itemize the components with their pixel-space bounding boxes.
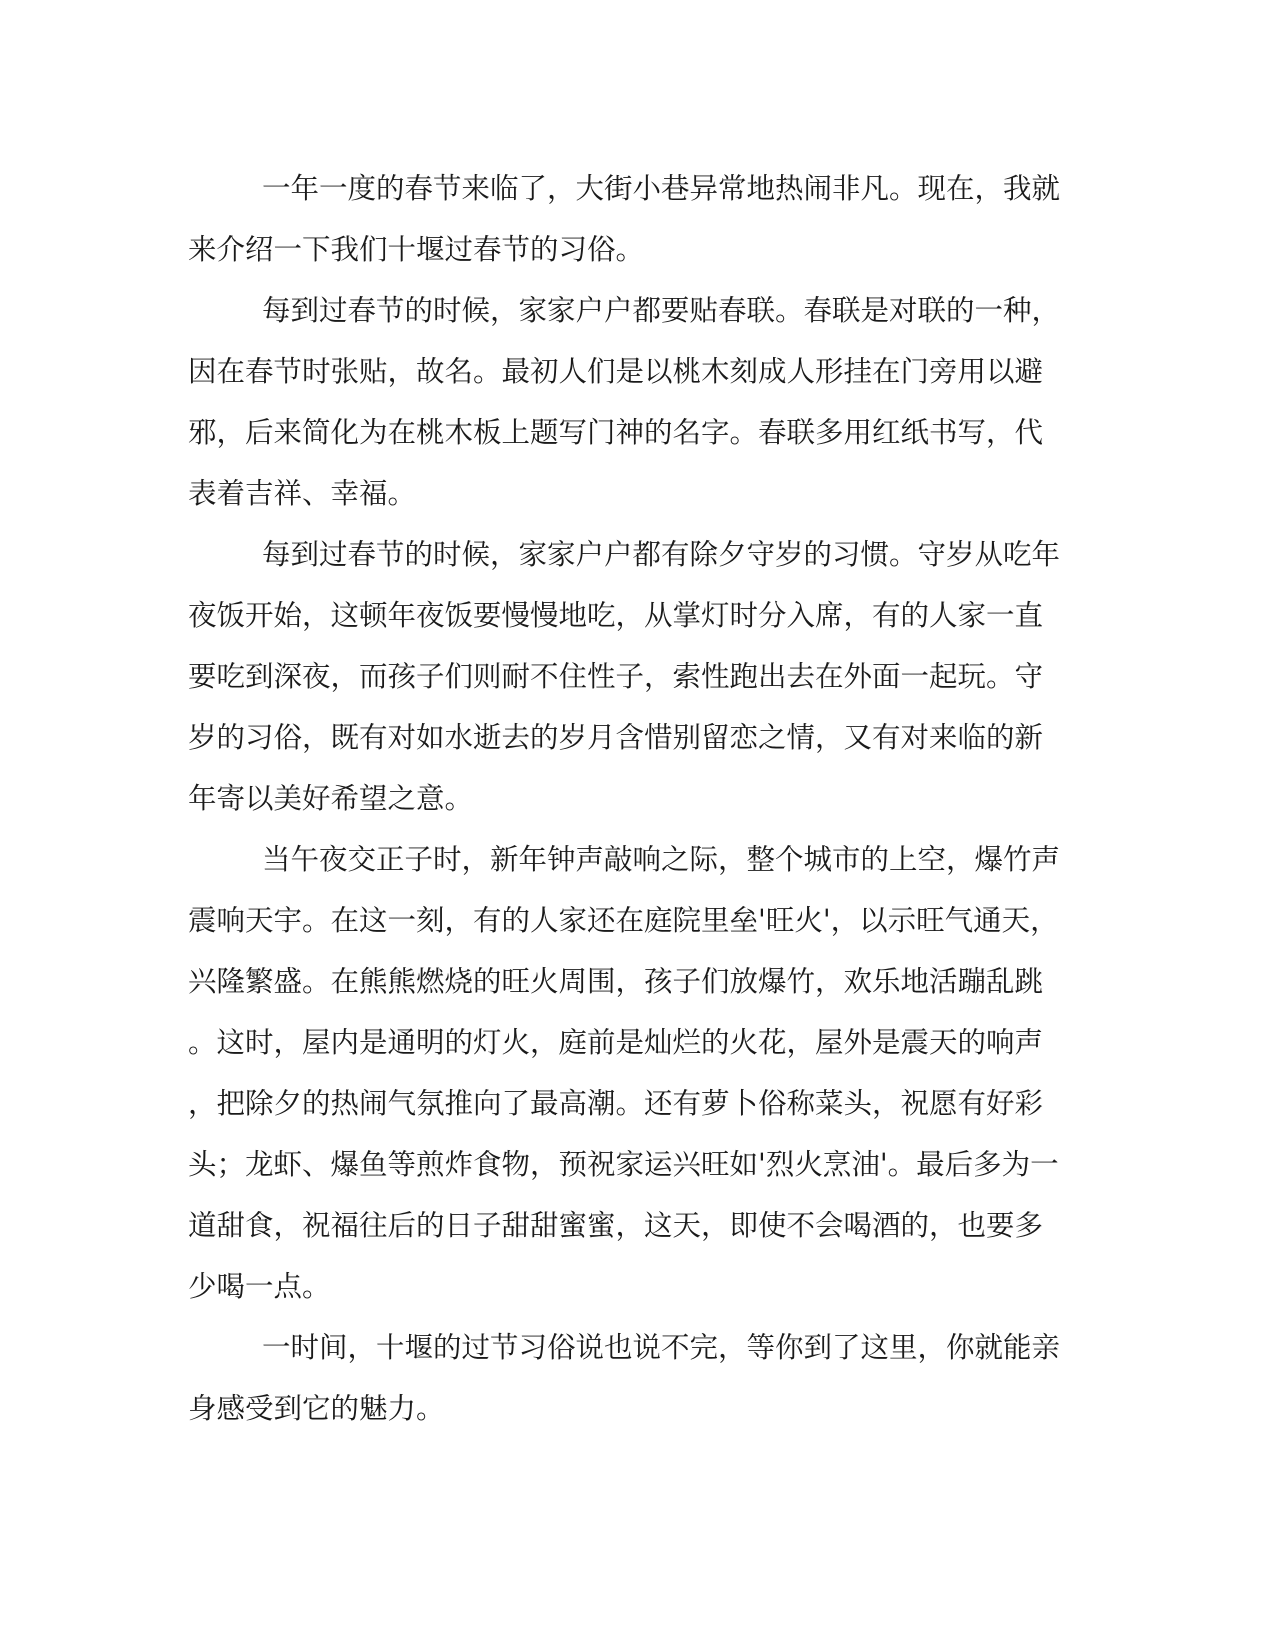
text-line: 兴隆繁盛。在熊熊燃烧的旺火周围，孩子们放爆竹，欢乐地活蹦乱跳 — [188, 965, 1044, 998]
text-line: 当午夜交正子时，新年钟声敲响之际，整个城市的上空，爆竹声 — [262, 843, 1061, 876]
text-line: 要吃到深夜，而孩子们则耐不住性子，索性跑出去在外面一起玩。守 — [188, 660, 1044, 693]
document-body — [188, 158, 1088, 1439]
text-line: ，把除夕的热闹气氛推向了最高潮。还有萝卜俗称菜头，祝愿有好彩 — [188, 1087, 1044, 1120]
text-line: 少喝一点。 — [188, 1270, 331, 1303]
text-line: 道甜食，祝福往后的日子甜甜蜜蜜，这天，即使不会喝酒的，也要多 — [188, 1209, 1044, 1242]
text-line: 岁的习俗，既有对如水逝去的岁月含惜别留恋之情，又有对来临的新 — [188, 721, 1044, 754]
paragraph — [188, 829, 1088, 1317]
paragraph — [188, 1317, 1088, 1439]
text-line: 夜饭开始，这顿年夜饭要慢慢地吃，从掌灯时分入席，有的人家一直 — [188, 599, 1044, 632]
text-line: 身感受到它的魅力。 — [188, 1392, 445, 1425]
text-line: 头；龙虾、爆鱼等煎炸食物，预祝家运兴旺如'烈火烹油'。最后多为一 — [188, 1148, 1059, 1181]
text-line: 每到过春节的时候，家家户户都有除夕守岁的习惯。守岁从吃年 — [262, 538, 1061, 571]
text-line: 因在春节时张贴，故名。最初人们是以桃木刻成人形挂在门旁用以避 — [188, 355, 1044, 388]
paragraph — [188, 280, 1088, 524]
text-line: 年寄以美好希望之意。 — [188, 782, 474, 815]
paragraph — [188, 158, 1088, 280]
paragraph — [188, 524, 1088, 829]
text-line: 来介绍一下我们十堰过春节的习俗。 — [188, 233, 645, 266]
text-line: 表着吉祥、幸福。 — [188, 477, 417, 510]
text-line: 震响天宇。在这一刻，有的人家还在庭院里垒'旺火'，以示旺气通天， — [188, 904, 1059, 937]
text-line: 。这时，屋内是通明的灯火，庭前是灿烂的火花，屋外是震天的响声 — [188, 1026, 1044, 1059]
text-line: 邪，后来简化为在桃木板上题写门神的名字。春联多用红纸书写，代 — [188, 416, 1044, 449]
text-line: 每到过春节的时候，家家户户都要贴春联。春联是对联的一种， — [262, 294, 1061, 327]
text-line: 一年一度的春节来临了，大街小巷异常地热闹非凡。现在，我就 — [262, 172, 1061, 205]
text-line: 一时间，十堰的过节习俗说也说不完，等你到了这里，你就能亲 — [262, 1331, 1061, 1364]
